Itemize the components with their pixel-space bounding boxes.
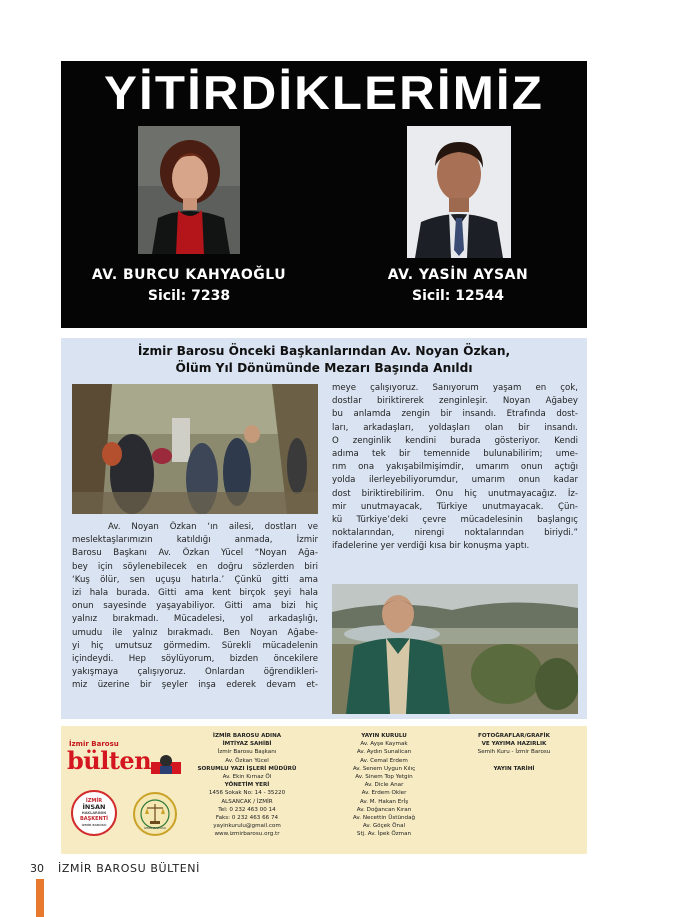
article-line: O zenginlik kendini burada gösteriyor. Kendi: [332, 435, 578, 446]
badge-line: İZMİR BAROSU: [81, 823, 107, 827]
badge-line: İNSAN: [82, 803, 106, 811]
owner-line: Tel: 0 232 463 00 14: [218, 806, 276, 813]
article-line: dostlar biriktirerek zenginleşir. Noyan Ağabey: [332, 396, 578, 407]
badge-line: HAKLARININ: [81, 811, 107, 815]
person-registry-yasin: Sicil: 12544: [412, 288, 504, 304]
board-line: Av. Necettin Üstündağ: [352, 815, 416, 822]
article-line: Barosu Başkanı Av. Özkan Yücel “Noyan Ağa-: [72, 548, 318, 559]
production-info: [455, 732, 573, 773]
owner-info: [191, 732, 303, 839]
production-line: VE YAYIMA HAZIRLIK: [481, 741, 547, 748]
memorial-section: [61, 61, 587, 328]
owner-line: İZMİR BAROSU ADINA: [212, 733, 282, 739]
owner-line: YÖNETİM YERİ: [224, 782, 270, 789]
article-line: bu anlamda zengin bir insandı. Etrafında dost-: [332, 409, 578, 420]
person-registry-burcu: Sicil: 7238: [147, 288, 231, 304]
person-name-yasin: AV. YASİN AYSAN: [387, 267, 529, 283]
bulten-logo: [67, 740, 185, 780]
board-line: Av. Senem Uygun Kılıç: [352, 765, 416, 772]
article-line: Av. Noyan Özkan ‘ın ailesi, dostları ve: [108, 522, 318, 532]
bar-seal: [133, 792, 177, 836]
owner-line: SORUMLU YAZI İŞLERİ MÜDÜRÜ: [197, 765, 297, 772]
production-line: FOTOĞRAFLAR/GRAFİK: [478, 733, 550, 739]
portrait-landscape-photo: [332, 584, 578, 714]
person-name-burcu: AV. BURCU KAHYAOĞLU: [91, 267, 287, 283]
board-line: Av. Dicle Anar: [364, 782, 404, 789]
article-line: dost biriktirebilirim. Onu hiç unutmayacağız. İz-: [332, 488, 578, 499]
board-line: Av. Erdem Okler: [361, 790, 407, 797]
logo-figure-icon: [151, 754, 181, 774]
article-line: umudu ile yalnız bırakmadı. Ben Noyan Ağabe-: [72, 627, 318, 638]
owner-line: Faks: 0 232 463 66 74: [215, 815, 279, 822]
owner-line: 1456 Sokak No: 14 - 35220: [208, 790, 286, 797]
masthead-section: [61, 726, 587, 854]
board-line: Stj. Av. İpek Özman: [356, 831, 412, 838]
board-line: YAYIN KURULU: [361, 733, 407, 739]
board-line: Av. Doğancan Kıran: [356, 806, 412, 813]
article-line: adıma tek bir temennide bulunabilirim; ume-: [332, 449, 578, 460]
owner-line: Av. Özkan Yücel: [225, 757, 269, 764]
article-line: yakışmaya çalışıyoruz. Onlardan öğrendikleri-: [72, 667, 318, 678]
badge-line: BAŞKENTİ: [79, 816, 109, 822]
article-line: kü Türkiye’deki çevre mücadelesinin başlangıç: [332, 515, 578, 526]
board-line: Av. Göçek Önal: [362, 823, 406, 830]
article-line: ‘Kuş ölür, sen uçuşu hatırla.’ Çünkü gitti ama: [72, 574, 318, 585]
article-left-column: [72, 521, 318, 693]
article-line: ifadelerine yer verdiği kısa bir konuşma yaptı.: [332, 541, 530, 552]
article-line: meslektaşlarımızın katıldığı anmada, İzmir: [72, 535, 318, 546]
owner-line[interactable]: yayinkurulu@gmail.com: [213, 823, 281, 830]
board-line: Av. Ayşe Kaymak: [360, 741, 408, 748]
logo-big-text: bülten: [67, 746, 152, 775]
article-line: yi hiç umutsuz görmedim. Sürekli mücadelenin: [72, 640, 318, 651]
article-line: bey için söylenebilecek en doğru sözlerden biri: [72, 561, 318, 572]
badge-line: İZMİR: [85, 798, 103, 804]
article-line: yalnız bırakmadı. Mücadelesi, yol arkadaşlığı,: [72, 614, 318, 625]
owner-line: ALSANCAK / İZMİR: [221, 798, 273, 805]
ceremony-photo: [72, 384, 318, 514]
editorial-board: [329, 732, 439, 839]
page-number: 30: [30, 862, 44, 875]
article-line: rım ona yakışabilmişimdir, umarım onun açtığı: [332, 462, 578, 473]
board-line: Av. Aydın Sunalican: [356, 749, 412, 756]
publication-name: İZMİR BAROSU BÜLTENİ: [58, 862, 200, 875]
accent-bar: [36, 879, 44, 917]
article-line: noktalarından, nirengi noktalarından biriydi.”: [332, 528, 578, 539]
article-line: miz üzerine bir şeyler inşa ederek devam et-: [72, 680, 318, 691]
portrait-photo-yasin: [407, 126, 511, 258]
headline-line-1: İzmir Barosu Önceki Başkanlarından Av. Noyan Özkan,: [137, 344, 511, 358]
article-line: mir unutmayacak, Türkiye unutmayacak. Çün-: [332, 501, 578, 512]
owner-line[interactable]: www.izmirbarosu.org.tr: [214, 831, 280, 838]
article-line: onun sayesinde yaşayabiliyor. Gitti ama bizi hiç: [72, 601, 318, 612]
portrait-photo-burcu: [138, 126, 240, 254]
logo-small-text: İzmir Barosu: [69, 740, 119, 748]
article-line: ları, arkadaşları, yoldaşları olan bir insandı.: [332, 422, 578, 433]
production-line: YAYIN TARİHİ: [493, 765, 535, 772]
production-line: Semih Kuru - İzmir Barosu: [477, 749, 551, 756]
article-headline: [81, 343, 567, 377]
memorial-title: YİTİRDİKLERİMİZ: [103, 66, 544, 119]
owner-line: İMTİYAZ SAHİBİ: [222, 741, 272, 748]
board-line: Av. M. Hakan Erİş: [359, 798, 409, 805]
owner-line: Av. Ekin Kırnaz Öl: [222, 774, 272, 781]
seal-text: İZMİR BAROSU: [143, 826, 167, 830]
article-line: izi hala burada. Gitti ama kent birçok şeyi hala: [72, 588, 318, 599]
article-line: içindeydi. Hep söylüyorum, bizden öncekilere: [72, 654, 318, 665]
article-line: meye çalışıyoruz. Sanıyorum yaşam en çok,: [332, 383, 578, 393]
headline-line-2: Ölüm Yıl Dönümünde Mezarı Başında Anıldı: [175, 361, 473, 375]
board-line: Av. Cemal Erdem: [360, 757, 408, 764]
owner-line: İzmir Barosu Başkanı: [217, 749, 277, 756]
article-right-column: [332, 382, 578, 554]
board-line: Av. Sinem Top Yetgin: [355, 774, 413, 781]
article-line: yolda ilerleyebiliyorumdur, umarım onun kadar: [332, 475, 578, 486]
article-section: [61, 338, 587, 719]
human-rights-badge: [71, 790, 117, 836]
